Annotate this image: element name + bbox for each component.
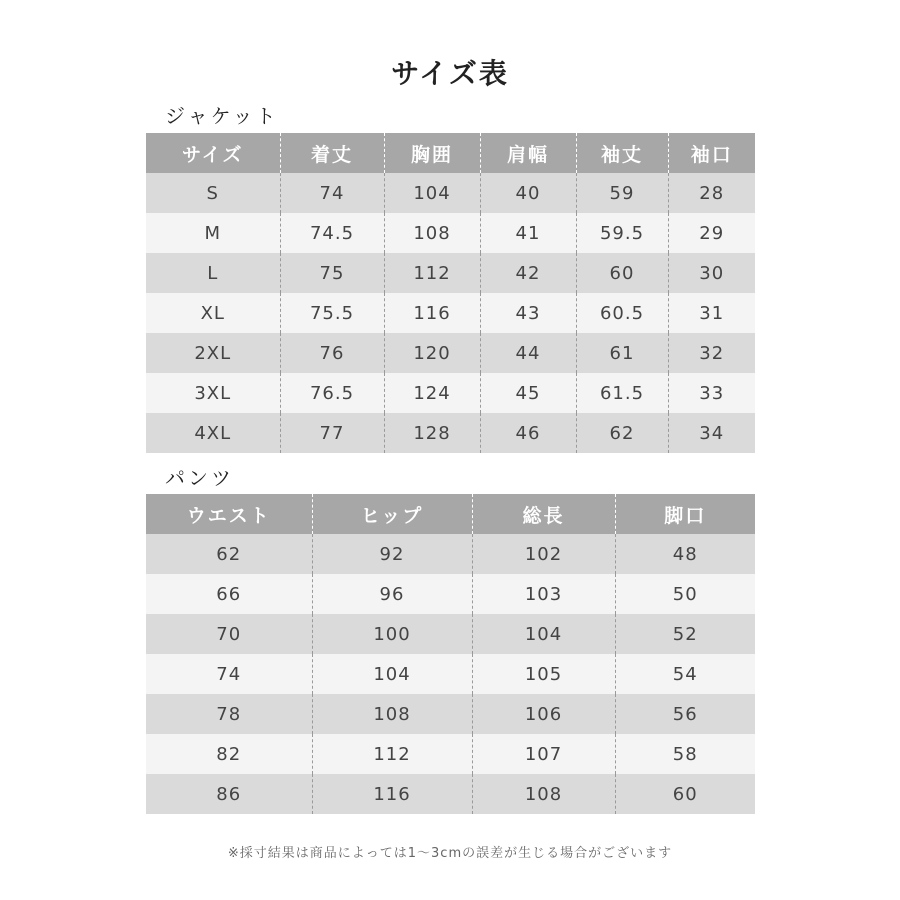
table-cell: 116 [312, 774, 472, 814]
table-row [146, 173, 755, 213]
table-cell: 86 [146, 774, 312, 814]
table-cell: 61 [576, 333, 668, 373]
table-cell: 82 [146, 734, 312, 774]
column-header: 脚口 [615, 494, 755, 534]
table-row [146, 654, 755, 694]
table-cell: 76.5 [280, 373, 384, 413]
column-header: 袖丈 [576, 133, 668, 173]
pants-size-table [146, 494, 755, 814]
table-cell: 106 [472, 694, 615, 734]
table-cell: 43 [480, 293, 576, 333]
table-cell: 62 [576, 413, 668, 453]
table-cell: 59 [576, 173, 668, 213]
table-cell: M [146, 213, 280, 253]
table-cell: 52 [615, 614, 755, 654]
table-cell: 4XL [146, 413, 280, 453]
table-cell: 128 [384, 413, 480, 453]
table-cell: 32 [668, 333, 755, 373]
table-cell: 76 [280, 333, 384, 373]
table-cell: 31 [668, 293, 755, 333]
table-cell: 102 [472, 534, 615, 574]
pants-section-label: パンツ [165, 466, 234, 490]
jacket-section-label: ジャケット [165, 104, 279, 128]
table-row [146, 694, 755, 734]
table-cell: 100 [312, 614, 472, 654]
table-cell: 58 [615, 734, 755, 774]
table-cell: 77 [280, 413, 384, 453]
table-cell: 33 [668, 373, 755, 413]
table-cell: 108 [472, 774, 615, 814]
table-cell: 74 [280, 173, 384, 213]
table-header-row [146, 133, 755, 173]
table-cell: 40 [480, 173, 576, 213]
table-cell: 60 [615, 774, 755, 814]
table-row [146, 373, 755, 413]
table-row [146, 574, 755, 614]
table-cell: 44 [480, 333, 576, 373]
table-cell: 104 [472, 614, 615, 654]
table-cell: 103 [472, 574, 615, 614]
table-cell: 60 [576, 253, 668, 293]
column-header: ウエスト [146, 494, 312, 534]
table-cell: 50 [615, 574, 755, 614]
table-cell: 104 [384, 173, 480, 213]
table-row [146, 253, 755, 293]
table-cell: 112 [384, 253, 480, 293]
table-cell: 74.5 [280, 213, 384, 253]
table-cell: 112 [312, 734, 472, 774]
table-cell: 2XL [146, 333, 280, 373]
table-row [146, 213, 755, 253]
table-cell: 107 [472, 734, 615, 774]
table-cell: 75.5 [280, 293, 384, 333]
page-title: サイズ表 [391, 57, 509, 90]
table-header-row [146, 494, 755, 534]
table-cell: 75 [280, 253, 384, 293]
table-cell: 29 [668, 213, 755, 253]
table-cell: 30 [668, 253, 755, 293]
column-header: 胸囲 [384, 133, 480, 173]
table-row [146, 413, 755, 453]
table-cell: 108 [312, 694, 472, 734]
table-row [146, 534, 755, 574]
column-header: 袖口 [668, 133, 755, 173]
table-cell: 41 [480, 213, 576, 253]
table-cell: L [146, 253, 280, 293]
column-header: 着丈 [280, 133, 384, 173]
table-cell: 54 [615, 654, 755, 694]
table-row [146, 734, 755, 774]
table-cell: 46 [480, 413, 576, 453]
table-cell: 3XL [146, 373, 280, 413]
table-cell: 62 [146, 534, 312, 574]
table-cell: 120 [384, 333, 480, 373]
table-cell: 74 [146, 654, 312, 694]
table-cell: 60.5 [576, 293, 668, 333]
table-cell: 66 [146, 574, 312, 614]
table-cell: 124 [384, 373, 480, 413]
table-cell: 42 [480, 253, 576, 293]
measurement-note: ※採寸結果は商品によっては1～3cmの誤差が生じる場合がございます [227, 846, 673, 861]
column-header: 総長 [472, 494, 615, 534]
table-cell: 70 [146, 614, 312, 654]
column-header: ヒップ [312, 494, 472, 534]
jacket-size-table [146, 133, 755, 453]
table-cell: 34 [668, 413, 755, 453]
table-cell: 48 [615, 534, 755, 574]
table-cell: 56 [615, 694, 755, 734]
table-cell: 59.5 [576, 213, 668, 253]
table-row [146, 293, 755, 333]
table-cell: 61.5 [576, 373, 668, 413]
table-cell: 116 [384, 293, 480, 333]
column-header: サイズ [146, 133, 280, 173]
table-cell: 92 [312, 534, 472, 574]
column-header: 肩幅 [480, 133, 576, 173]
table-cell: 45 [480, 373, 576, 413]
table-cell: XL [146, 293, 280, 333]
table-row [146, 774, 755, 814]
table-cell: S [146, 173, 280, 213]
table-cell: 104 [312, 654, 472, 694]
table-cell: 108 [384, 213, 480, 253]
table-cell: 28 [668, 173, 755, 213]
table-cell: 78 [146, 694, 312, 734]
table-cell: 96 [312, 574, 472, 614]
table-row [146, 614, 755, 654]
table-row [146, 333, 755, 373]
table-cell: 105 [472, 654, 615, 694]
